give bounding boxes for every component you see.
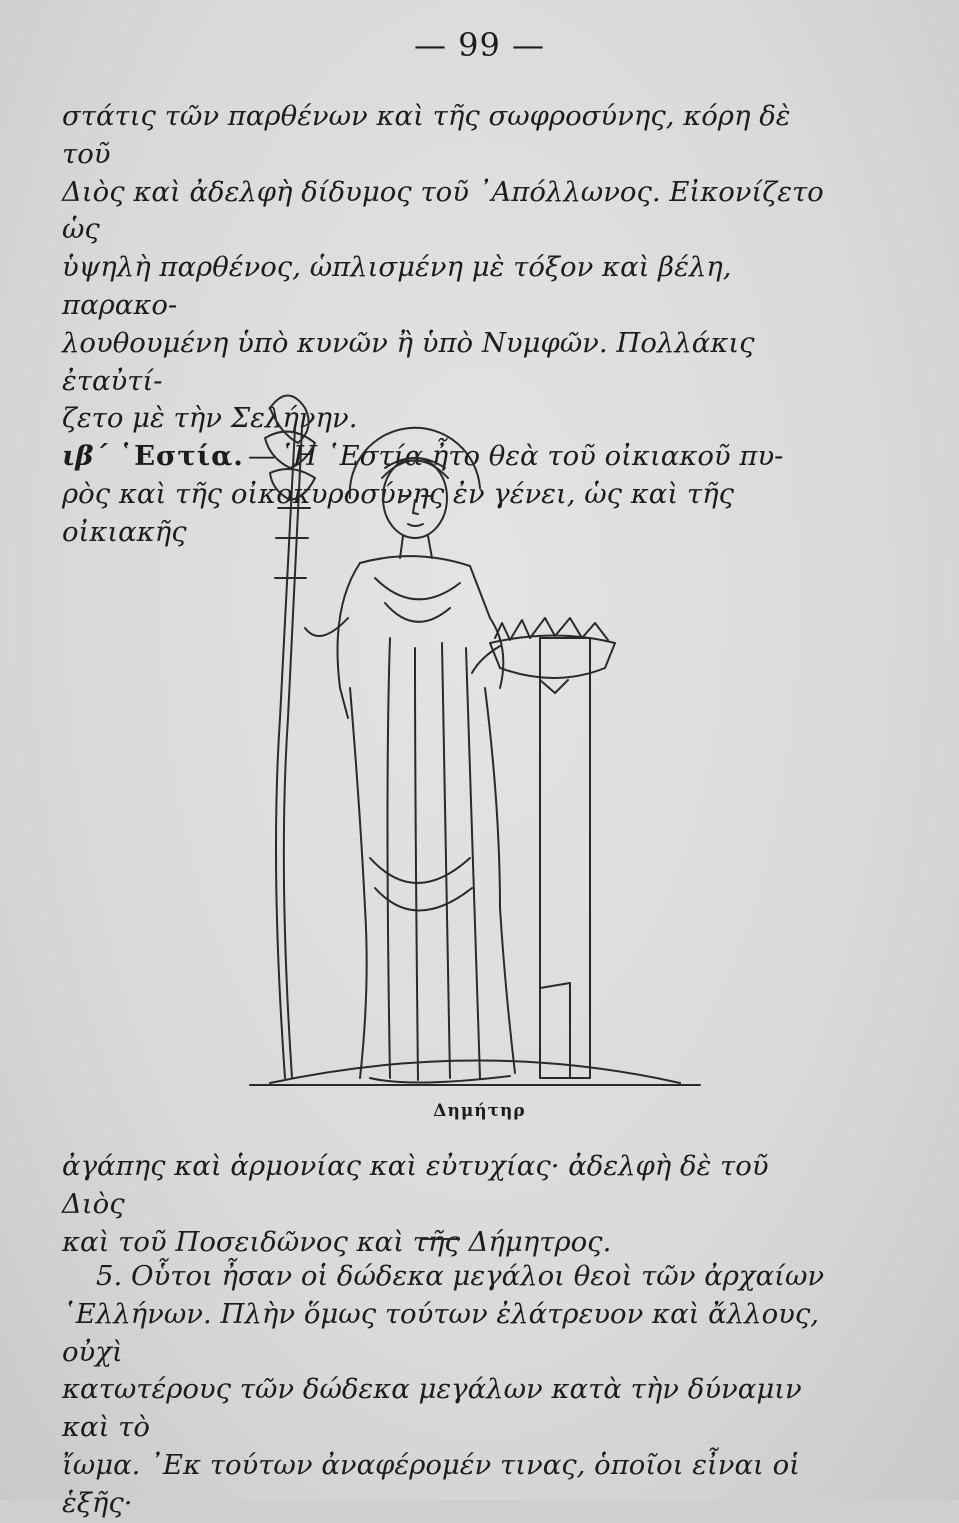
- section-dash: —: [247, 440, 276, 473]
- text-line: λουθουμένη ὑπὸ κυνῶν ἢ ὑπὸ Νυμφῶν. Πολλάκις ἐταὐτί-: [62, 326, 755, 397]
- text-line: καὶ τοῦ Ποσειδῶνος καὶ τῆς Δήμητρος.: [62, 1225, 612, 1258]
- text-line: [62, 1258, 832, 1296]
- text-line: ζετο μὲ τὴν Σελήνην.: [62, 402, 358, 435]
- text-line: ἀγάπης καὶ ἁρμονίας καὶ εὐτυχίας· ἀδελφὴ δὲ τοῦ Διὸς: [62, 1150, 769, 1220]
- goddess-engraving: [210, 388, 750, 1100]
- section-number: ιβ΄: [62, 440, 108, 473]
- text-line: κατωτέρους τῶν δώδεκα μεγάλων κατὰ τὴν δύναμιν καὶ τὸ: [62, 1373, 802, 1444]
- hestia-illustration: [210, 388, 750, 1100]
- paragraph-number: 5.: [96, 1260, 123, 1292]
- text-line: ὑψηλὴ παρθένος, ὡπλισμένη μὲ τόξον καὶ βέλη, παρακο-: [62, 251, 732, 321]
- section-text: ῾Η ῾Εστία ἦτο θεὰ τοῦ οἰκιακοῦ πυ-: [279, 440, 784, 473]
- figure-caption: Δημήτηρ: [433, 1101, 526, 1121]
- section-title: ῾Εστία.: [119, 440, 244, 473]
- text-line: ῾Ελλήνων. Πλὴν ὅμως τούτων ἐλάτρευον καὶ ἄλλους, οὐχὶ: [62, 1297, 820, 1368]
- text-span: Οὗτοι ἦσαν οἱ δώδεκα μεγάλοι θεοὶ τῶν ἀρχαίων: [131, 1260, 825, 1292]
- section-separator: [420, 1238, 460, 1240]
- paragraph-hestia-continued: [62, 1148, 832, 1261]
- text-line: ἴωμα. ᾿Εκ τούτων ἀναφέρομέν τινας, ὁποῖοι εἶναι οἱ ἑξῆς·: [62, 1448, 800, 1519]
- text-line: ρὸς καὶ τῆς οἰκοκυροσύνης ἐν γένει, ὡς καὶ τῆς οἰκιακῆς: [62, 477, 734, 548]
- text-line: Διὸς καὶ ἀδελφὴ δίδυμος τοῦ ᾿Απόλλωνος. Εἰκονίζετο ὡς: [62, 175, 824, 246]
- page-number: — 99 —: [413, 26, 546, 64]
- paragraph-twelve-gods: [62, 1258, 832, 1523]
- text-line: στάτις τῶν παρθένων καὶ τῆς σωφροσύνης, κόρη δὲ τοῦ: [62, 100, 791, 170]
